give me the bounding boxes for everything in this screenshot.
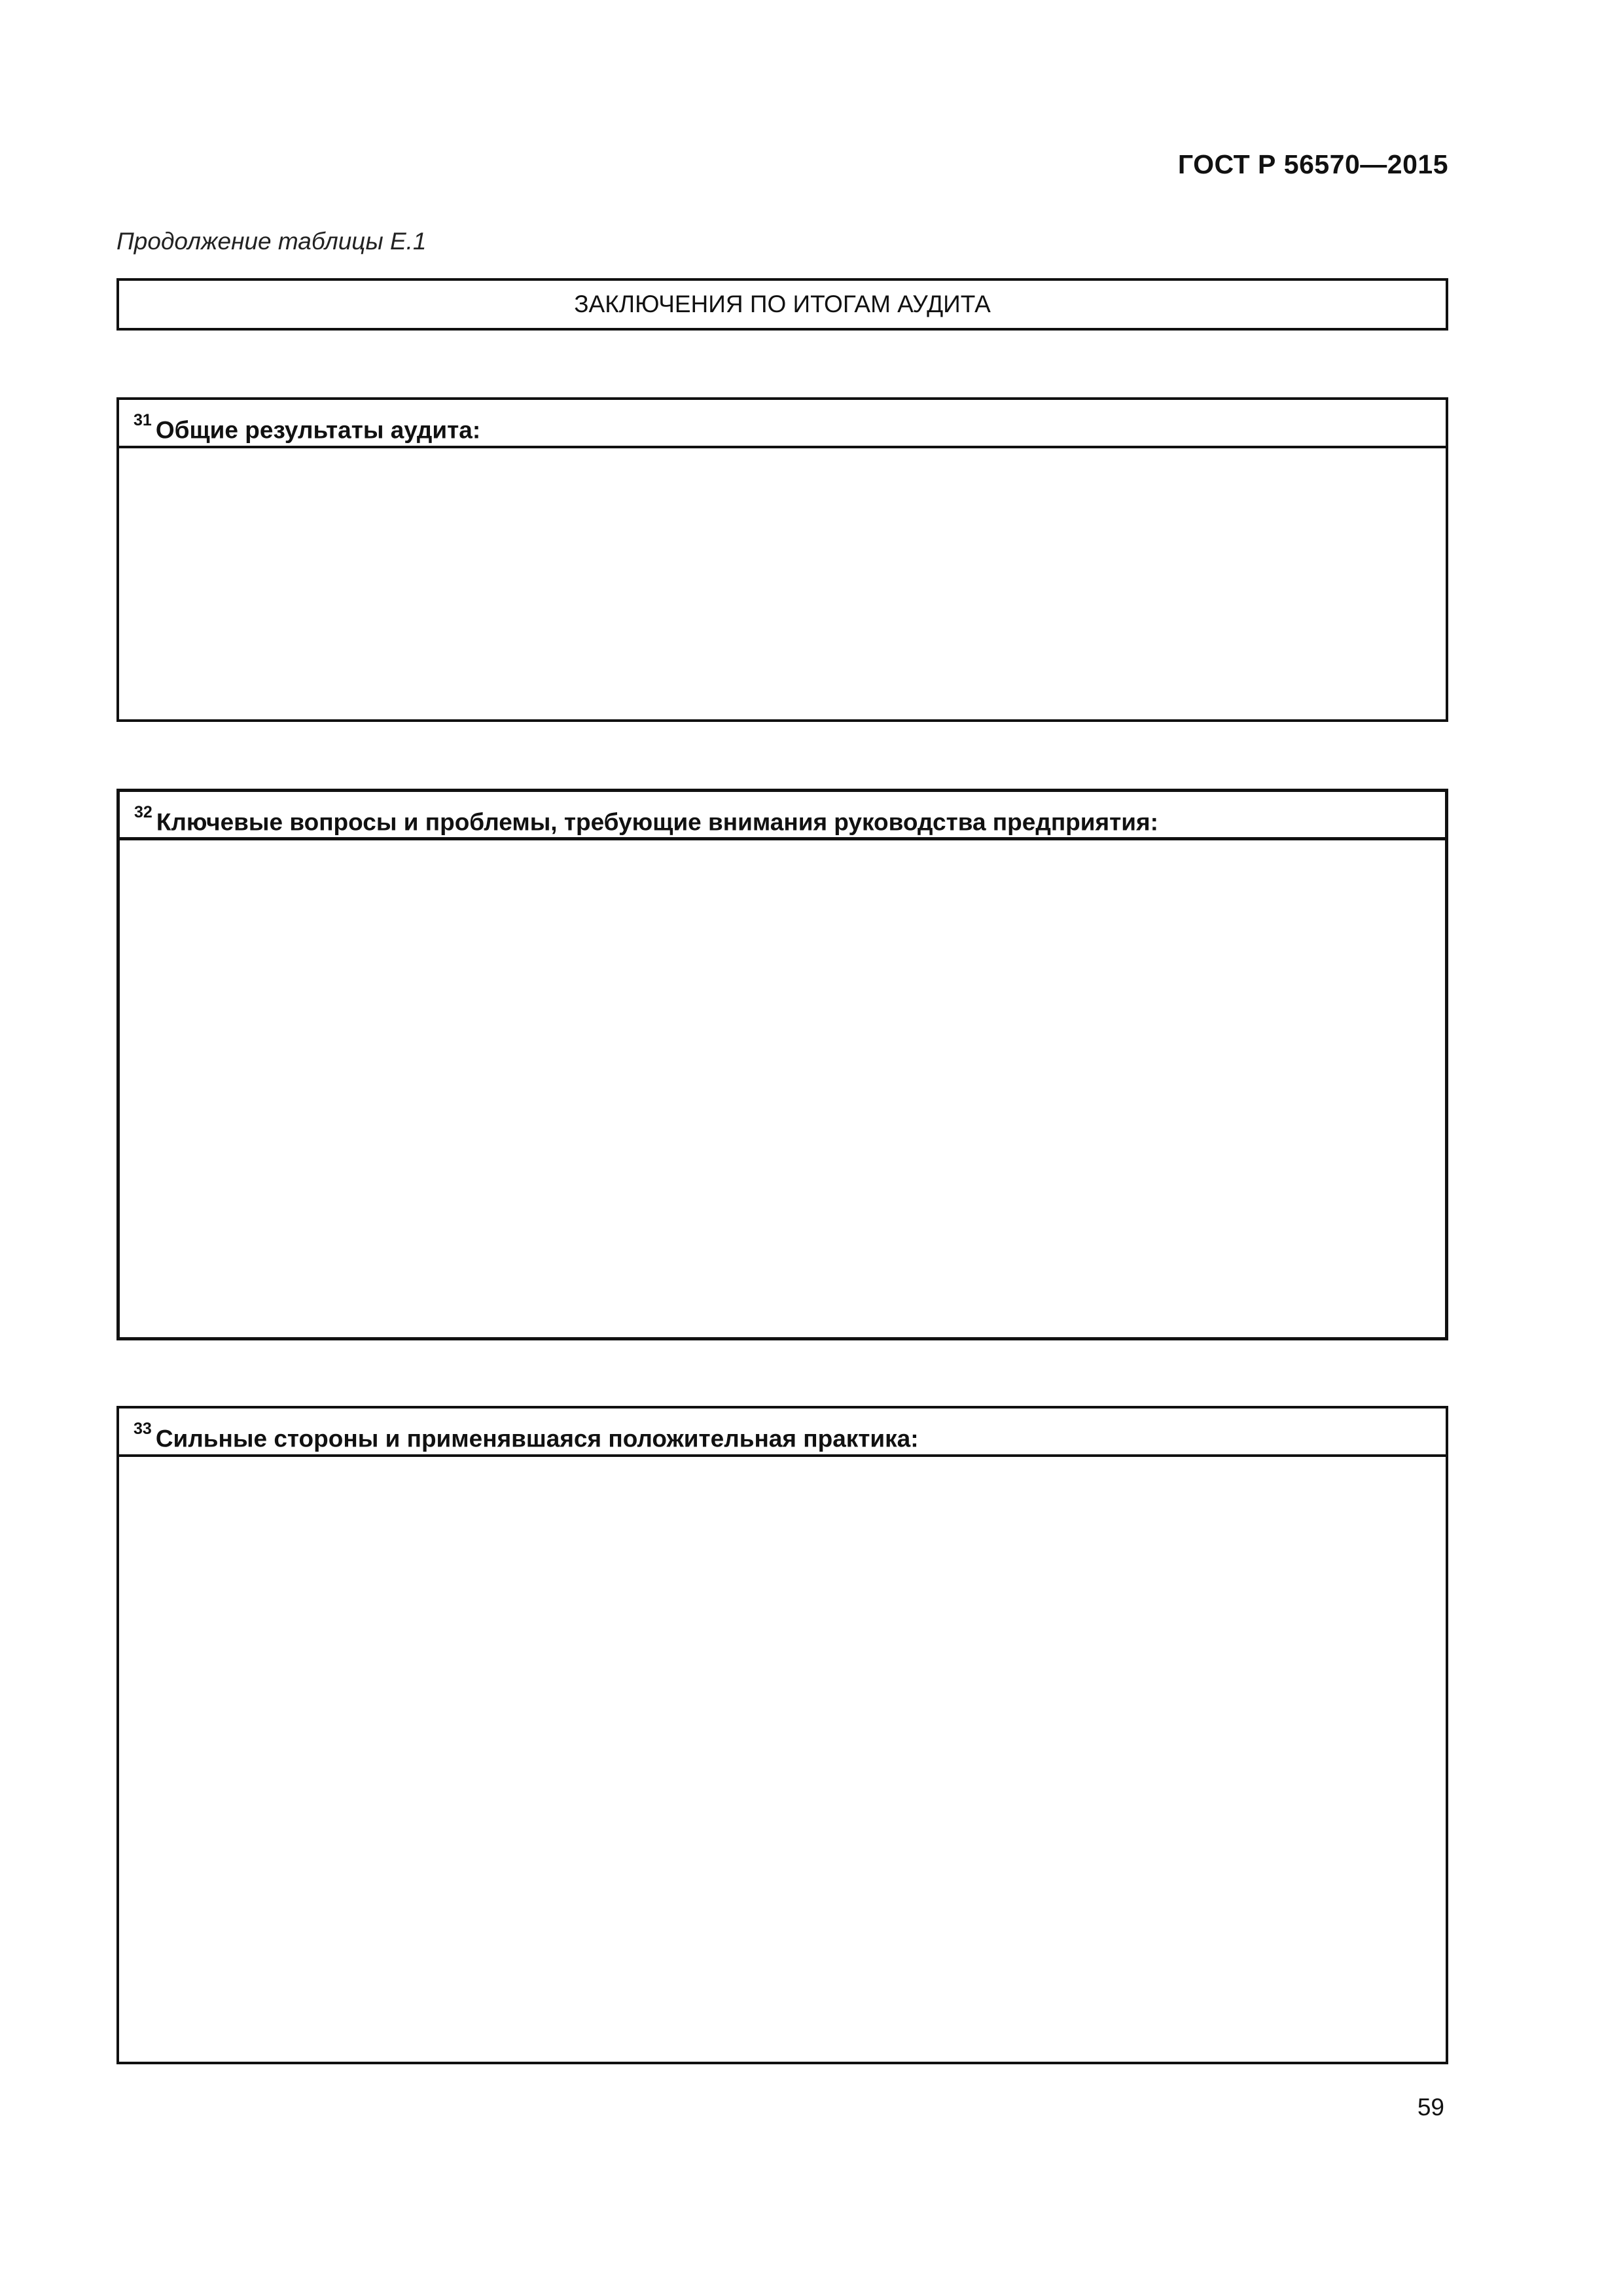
page-number: 59 <box>1417 2094 1444 2121</box>
section-number: 32 <box>134 803 152 821</box>
section-header <box>119 1408 1446 1457</box>
table-continuation-caption: Продолжение таблицы Е.1 <box>116 228 427 255</box>
section-header <box>120 792 1445 840</box>
section-content-area[interactable] <box>119 448 1446 719</box>
section-content-area[interactable] <box>120 840 1445 1337</box>
section-key-issues <box>116 789 1448 1340</box>
section-number: 31 <box>134 411 152 429</box>
section-overall-results <box>116 397 1448 722</box>
section-label: Общие результаты аудита: <box>155 416 481 444</box>
section-strengths-practices <box>116 1406 1448 2064</box>
standard-code: ГОСТ Р 56570—2015 <box>1177 149 1448 179</box>
conclusions-title: ЗАКЛЮЧЕНИЯ ПО ИТОГАМ АУДИТА <box>116 278 1448 331</box>
section-number: 33 <box>134 1420 152 1438</box>
section-label: Сильные стороны и применявшаяся положительная практика: <box>155 1425 919 1452</box>
section-header <box>119 400 1446 448</box>
section-content-area[interactable] <box>119 1457 1446 2062</box>
section-label: Ключевые вопросы и проблемы, требующие внимания руководства предприятия: <box>156 808 1158 836</box>
